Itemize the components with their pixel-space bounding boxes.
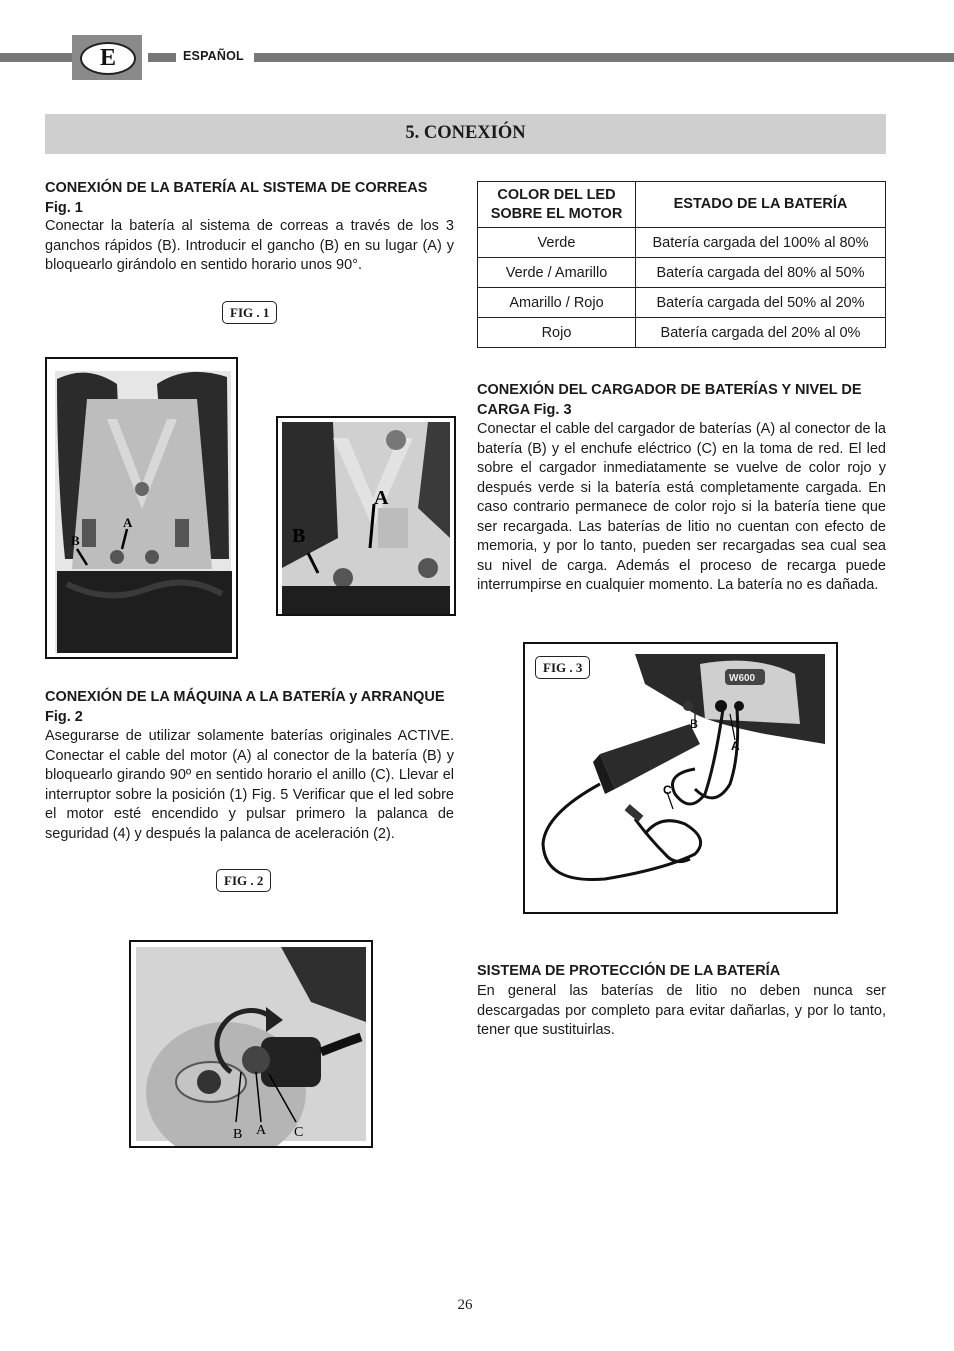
s1-heading: CONEXIÓN DE LA BATERÍA AL SISTEMA DE CORREAS Fig. 1	[45, 180, 428, 216]
fig1-photo-hook-closeup	[276, 416, 456, 616]
header-rule-mid	[148, 53, 176, 62]
fig1b-label-a: A	[374, 487, 389, 509]
table-cell-state: Batería cargada del 80% al 50%	[636, 258, 886, 288]
header-rule-right	[254, 53, 954, 62]
fig1a-label-a: A	[123, 515, 133, 530]
language-label: ESPAÑOL	[183, 49, 244, 63]
s3-heading: CONEXIÓN DEL CARGADOR DE BATERÍAS Y NIVEL DE CARGA Fig. 3	[477, 382, 862, 418]
s4-heading: SISTEMA DE PROTECCIÓN DE LA BATERÍA	[477, 963, 781, 979]
fig3-photo-charger	[523, 642, 838, 914]
table-cell-color: Verde	[478, 228, 636, 258]
table-row	[478, 288, 886, 318]
table-row	[478, 228, 886, 258]
fig2-label-a: A	[256, 1123, 267, 1138]
fig3-label-c: C	[663, 783, 672, 797]
s4-text: En general las baterías de litio no deben nunca ser descargadas por completo para evitar dañarlas, y por lo tanto, tener que sustituirlas.	[477, 983, 886, 1038]
table-cell-color: Verde / Amarillo	[478, 258, 636, 288]
svg-text:W600: W600	[729, 673, 756, 684]
fig3-label-b: B	[690, 717, 699, 731]
fig2-label-b: B	[233, 1127, 243, 1142]
language-letter: E	[80, 42, 136, 75]
s3-text: Conectar el cable del cargador de baterías (A) al conector de la batería (B) y el enchufe eléctrico (C) en la toma de red. El led sobre el cargador inmediatamente se vuelve de color rojo y después verde si la batería está completamente cargada. En caso contrario permanece de color rojo si la batería tiene que ser recargada. Las baterías de litio no cuentan con efecto de memoria, y por lo tanto, pueden ser recargadas sea cual sea su nivel de carga. Además el proceso de recarga puede interrumpirse en cualquier momento. La batería no es dañada.	[477, 421, 886, 593]
fig2-label: FIG . 2	[216, 869, 271, 892]
section-title-bar	[45, 114, 886, 154]
table-row	[478, 318, 886, 348]
table-cell-state: Batería cargada del 100% al 80%	[636, 228, 886, 258]
table-cell-state: Batería cargada del 50% al 20%	[636, 288, 886, 318]
fig1-label: FIG . 1	[222, 301, 277, 324]
header-rule-left	[0, 53, 72, 62]
table-cell-color: Rojo	[478, 318, 636, 348]
language-badge	[72, 35, 142, 80]
fig2-label-c: C	[294, 1125, 304, 1140]
led-status-table	[477, 181, 886, 348]
fig3-label: FIG . 3	[535, 656, 590, 679]
s1-text: Conectar la batería al sistema de correas a través de los 3 ganchos rápidos (B). Introducir el gancho (B) en su lugar (A) y bloquearlo girándolo en sentido horario unos 90°.	[45, 218, 454, 273]
page-number: 26	[457, 1297, 473, 1313]
table-header-row	[478, 182, 886, 228]
fig1a-label-b: B	[71, 533, 80, 548]
s2-text: Asegurarse de utilizar solamente baterías originales ACTIVE. Conectar el cable del motor (A) al conector de la batería (B) y bloquearlo girando 90º en sentido horario el anillo (C). Llevar el interruptor sobre la posición (1) Fig. 5 Verificar que el led sobre el motor esté encendido y pulsar primero la palanca de seguridad (4) y después la palanca de aceleración (2).	[45, 728, 454, 842]
fig2-photo-connector	[129, 940, 373, 1148]
section-title: 5. CONEXIÓN	[405, 123, 526, 143]
table-header-led-color: COLOR DEL LED SOBRE EL MOTOR	[478, 182, 636, 228]
fig1b-label-b: B	[292, 525, 306, 547]
s2-heading: CONEXIÓN DE LA MÁQUINA A LA BATERÍA y ARRANQUE Fig. 2	[45, 689, 445, 725]
table-cell-state: Batería cargada del 20% al 0%	[636, 318, 886, 348]
table-row	[478, 258, 886, 288]
fig1-photo-harness	[45, 357, 238, 659]
fig3-label-a: A	[731, 739, 740, 753]
table-header-battery-state: ESTADO DE LA BATERÍA	[636, 182, 886, 228]
table-cell-color: Amarillo / Rojo	[478, 288, 636, 318]
